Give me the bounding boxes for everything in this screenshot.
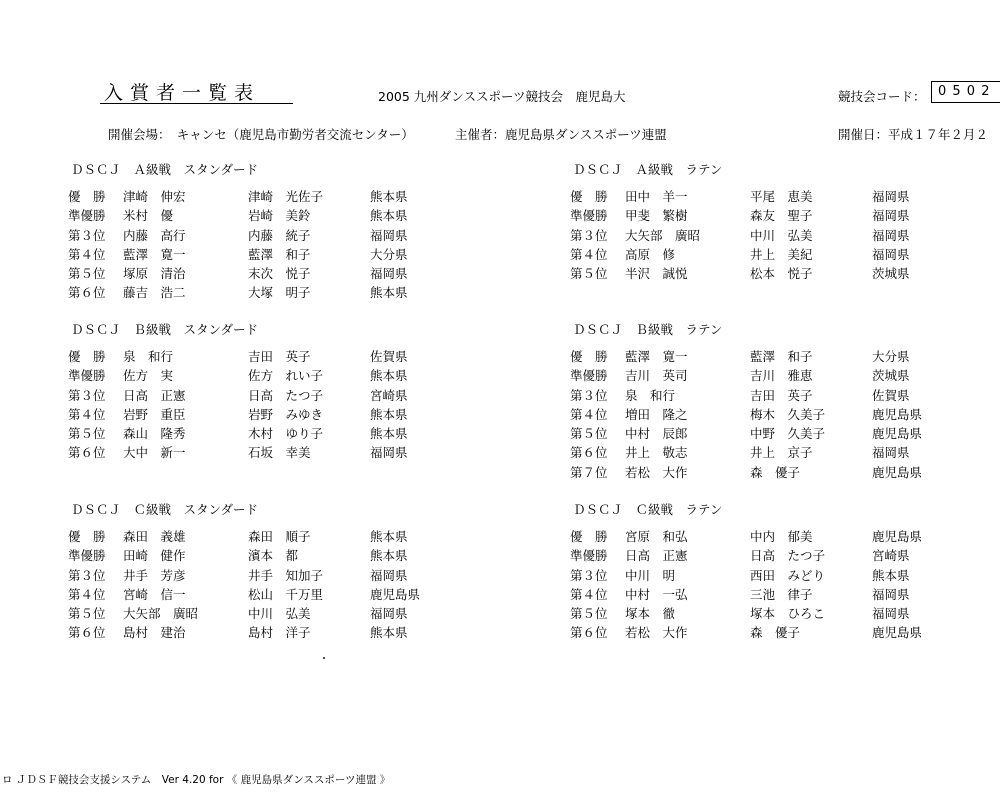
male-dancer: 半沢 誠悦 bbox=[625, 266, 688, 282]
rank-label: 第６位 bbox=[570, 625, 608, 641]
female-dancer: 中川 弘美 bbox=[248, 606, 311, 622]
result-row bbox=[570, 366, 910, 385]
prefecture: 熊本県 bbox=[370, 406, 408, 422]
prefecture: 茨城県 bbox=[872, 368, 910, 384]
rank-label: 第４位 bbox=[68, 406, 106, 422]
venue: 開催会場： キャンセ（鹿児島市勤労者交流センター） bbox=[108, 127, 414, 142]
prefecture: 佐賀県 bbox=[370, 349, 408, 364]
male-dancer: 泉 和行 bbox=[625, 387, 676, 403]
rank-label: 第３位 bbox=[570, 567, 608, 583]
result-row bbox=[570, 386, 910, 405]
rank-label: 第５位 bbox=[68, 426, 106, 442]
rank-label: 準優勝 bbox=[570, 548, 608, 564]
rank-label: 優 勝 bbox=[570, 349, 608, 364]
prefecture: 鹿児島県 bbox=[872, 464, 923, 480]
rank-label: 準優勝 bbox=[68, 548, 106, 564]
female-dancer: 塚本 ひろこ bbox=[750, 606, 826, 622]
result-row bbox=[68, 366, 408, 385]
male-dancer: 増田 隆之 bbox=[625, 406, 688, 422]
male-dancer: 泉 和行 bbox=[123, 349, 174, 364]
male-dancer: 中村 一弘 bbox=[625, 586, 688, 602]
female-dancer: 松山 千万里 bbox=[248, 586, 324, 602]
rank-label: 第５位 bbox=[570, 266, 608, 282]
section-title: ＤＳＣＪ Ｃ級戦 スタンダード bbox=[71, 502, 259, 517]
male-dancer: 中村 辰郎 bbox=[625, 426, 688, 442]
rank-label: 第５位 bbox=[570, 426, 608, 442]
male-dancer: 高原 修 bbox=[625, 246, 676, 262]
prefecture: 熊本県 bbox=[370, 529, 408, 544]
rank-label: 優 勝 bbox=[570, 189, 608, 204]
male-dancer: 森田 義雄 bbox=[123, 529, 186, 544]
result-row bbox=[570, 264, 910, 283]
result-row bbox=[68, 206, 408, 225]
male-dancer: 内藤 高行 bbox=[123, 227, 186, 243]
result-row bbox=[68, 226, 408, 245]
prefecture: 鹿児島県 bbox=[370, 586, 421, 602]
rank-label: 第３位 bbox=[68, 387, 106, 403]
male-dancer: 藤吉 浩二 bbox=[123, 285, 186, 301]
result-row bbox=[570, 604, 910, 623]
rank-label: 第３位 bbox=[570, 387, 608, 403]
page-title: 入賞者一覧表 bbox=[104, 82, 261, 104]
prefecture: 熊本県 bbox=[370, 426, 408, 442]
female-dancer: 梅木 久美子 bbox=[750, 406, 826, 422]
male-dancer: 日高 正憲 bbox=[625, 548, 688, 564]
footer-system-info: ロ ＪＤＳＦ競技会支援システム Ver 4.20 for 《 鹿児島県ダンススポーツ連盟 》 bbox=[2, 774, 391, 786]
male-dancer: 塚本 徹 bbox=[625, 606, 676, 622]
prefecture: 熊本県 bbox=[370, 285, 408, 301]
section-title: ＤＳＣＪ Ａ級戦 スタンダード bbox=[71, 162, 259, 177]
prefecture: 熊本県 bbox=[872, 567, 910, 583]
female-dancer: 津崎 光佐子 bbox=[248, 189, 324, 204]
prefecture: 福岡県 bbox=[872, 227, 910, 243]
prefecture: 鹿児島県 bbox=[872, 625, 923, 641]
female-dancer: 吉川 雅恵 bbox=[750, 368, 813, 384]
result-row bbox=[68, 245, 408, 264]
female-dancer: 日高 たつ子 bbox=[248, 387, 324, 403]
section-a-standard bbox=[68, 160, 408, 303]
prefecture: 鹿児島県 bbox=[872, 406, 923, 422]
male-dancer: 大矢部 廣昭 bbox=[625, 227, 701, 243]
rank-label: 第３位 bbox=[68, 227, 106, 243]
male-dancer: 田崎 健作 bbox=[123, 548, 186, 564]
prefecture: 福岡県 bbox=[872, 606, 910, 622]
prefecture: 福岡県 bbox=[872, 208, 910, 224]
event-date: 開催日：平成１７年２月２ bbox=[838, 127, 989, 142]
male-dancer: 藍澤 寛一 bbox=[123, 246, 186, 262]
rank-label: 優 勝 bbox=[68, 349, 106, 364]
section-b-standard bbox=[68, 320, 408, 463]
female-dancer: 吉田 英子 bbox=[248, 349, 311, 364]
result-row bbox=[68, 405, 408, 424]
prefecture: 宮崎県 bbox=[872, 548, 910, 564]
rank-label: 第５位 bbox=[68, 266, 106, 282]
title-underline bbox=[100, 103, 293, 104]
rank-label: 準優勝 bbox=[570, 208, 608, 224]
male-dancer: 森山 隆秀 bbox=[123, 426, 186, 442]
result-row bbox=[570, 585, 910, 604]
prefecture: 熊本県 bbox=[370, 548, 408, 564]
prefecture: 大分県 bbox=[370, 246, 408, 262]
section-title: ＤＳＣＪ Ｃ級戦 ラテン bbox=[573, 502, 723, 517]
female-dancer: 木村 ゆり子 bbox=[248, 426, 324, 442]
female-dancer: 石坂 幸美 bbox=[248, 445, 311, 461]
result-row bbox=[570, 347, 910, 366]
prefecture: 福岡県 bbox=[370, 445, 408, 461]
rank-label: 第６位 bbox=[68, 445, 106, 461]
prefecture: 福岡県 bbox=[370, 606, 408, 622]
rank-label: 第３位 bbox=[68, 567, 106, 583]
rank-label: 第５位 bbox=[570, 606, 608, 622]
prefecture: 福岡県 bbox=[872, 586, 910, 602]
female-dancer: 藍澤 和子 bbox=[750, 349, 813, 364]
rank-label: 優 勝 bbox=[68, 189, 106, 204]
prefecture: 大分県 bbox=[872, 349, 910, 364]
female-dancer: 松本 悦子 bbox=[750, 266, 813, 282]
male-dancer: 若松 大作 bbox=[625, 625, 688, 641]
prefecture: 佐賀県 bbox=[872, 387, 910, 403]
result-row bbox=[570, 245, 910, 264]
result-row bbox=[68, 527, 408, 546]
male-dancer: 島村 建治 bbox=[123, 625, 186, 641]
code-label: 競技会コード： bbox=[838, 89, 926, 104]
rank-label: 第６位 bbox=[68, 625, 106, 641]
male-dancer: 藍澤 寛一 bbox=[625, 349, 688, 364]
rank-label: 準優勝 bbox=[68, 208, 106, 224]
female-dancer: 岩野 みゆき bbox=[248, 406, 324, 422]
prefecture: 宮崎県 bbox=[370, 387, 408, 403]
result-row bbox=[570, 206, 910, 225]
female-dancer: 森 優子 bbox=[750, 625, 801, 641]
result-row bbox=[68, 585, 421, 604]
result-row bbox=[570, 527, 923, 546]
rank-label: 第７位 bbox=[570, 464, 608, 480]
rank-label: 第４位 bbox=[570, 586, 608, 602]
prefecture: 熊本県 bbox=[370, 625, 408, 641]
female-dancer: 大塚 明子 bbox=[248, 285, 311, 301]
rank-label: 準優勝 bbox=[68, 368, 106, 384]
female-dancer: 濱本 都 bbox=[248, 548, 299, 564]
result-row bbox=[570, 226, 910, 245]
code-value-box: 0 5 0 2 bbox=[931, 81, 1000, 103]
result-row bbox=[68, 187, 408, 206]
female-dancer: 内藤 統子 bbox=[248, 227, 311, 243]
male-dancer: 津崎 伸宏 bbox=[123, 189, 186, 204]
female-dancer: 中野 久美子 bbox=[750, 426, 826, 442]
result-row bbox=[68, 424, 408, 443]
male-dancer: 日高 正憲 bbox=[123, 387, 186, 403]
female-dancer: 末次 悦子 bbox=[248, 266, 311, 282]
section-title: ＤＳＣＪ Ａ級戦 ラテン bbox=[573, 162, 723, 177]
rank-label: 第４位 bbox=[570, 406, 608, 422]
prefecture: 熊本県 bbox=[370, 189, 408, 204]
male-dancer: 宮崎 信一 bbox=[123, 586, 186, 602]
female-dancer: 佐方 れい子 bbox=[248, 368, 324, 384]
result-row bbox=[570, 623, 923, 642]
prefecture: 福岡県 bbox=[872, 246, 910, 262]
male-dancer: 井手 芳彦 bbox=[123, 567, 186, 583]
section-c-latin bbox=[570, 500, 923, 643]
section-a-latin bbox=[570, 160, 910, 283]
male-dancer: 田中 羊一 bbox=[625, 189, 688, 204]
organizer: 主催者：鹿児島県ダンススポーツ連盟 bbox=[455, 127, 667, 142]
prefecture: 熊本県 bbox=[370, 208, 408, 224]
prefecture: 福岡県 bbox=[370, 567, 408, 583]
female-dancer: 井上 京子 bbox=[750, 445, 813, 461]
rank-label: 第６位 bbox=[68, 285, 106, 301]
prefecture: 福岡県 bbox=[872, 189, 910, 204]
result-row bbox=[570, 187, 910, 206]
rank-label: 優 勝 bbox=[68, 529, 106, 544]
female-dancer: 中内 郁美 bbox=[750, 529, 813, 544]
prefecture: 鹿児島県 bbox=[872, 529, 923, 544]
male-dancer: 大中 新一 bbox=[123, 445, 186, 461]
event-name: 2005 九州ダンススポーツ競技会 鹿児島大 bbox=[378, 89, 626, 104]
result-row bbox=[68, 443, 408, 462]
female-dancer: 三池 律子 bbox=[750, 586, 813, 602]
rank-label: 第６位 bbox=[570, 445, 608, 461]
rank-label: 第５位 bbox=[68, 606, 106, 622]
rank-label: 優 勝 bbox=[570, 529, 608, 544]
result-row bbox=[68, 566, 408, 585]
male-dancer: 吉川 英司 bbox=[625, 368, 688, 384]
result-row bbox=[570, 443, 910, 462]
section-title: ＤＳＣＪ Ｂ級戦 ラテン bbox=[573, 322, 723, 337]
prefecture: 福岡県 bbox=[872, 445, 910, 461]
female-dancer: 森田 順子 bbox=[248, 529, 311, 544]
female-dancer: 日高 たつ子 bbox=[750, 548, 826, 564]
female-dancer: 西田 みどり bbox=[750, 567, 826, 583]
female-dancer: 森友 聖子 bbox=[750, 208, 813, 224]
male-dancer: 甲斐 繁樹 bbox=[625, 208, 688, 224]
result-row bbox=[68, 623, 408, 642]
male-dancer: 佐方 実 bbox=[123, 368, 174, 384]
male-dancer: 宮原 和弘 bbox=[625, 529, 688, 544]
female-dancer: 島村 洋子 bbox=[248, 625, 311, 641]
result-row bbox=[68, 283, 408, 302]
rank-label: 第４位 bbox=[68, 586, 106, 602]
rank-label: 第４位 bbox=[68, 246, 106, 262]
prefecture: 鹿児島県 bbox=[872, 426, 923, 442]
female-dancer: 藍澤 和子 bbox=[248, 246, 311, 262]
female-dancer: 井上 美紀 bbox=[750, 246, 813, 262]
female-dancer: 森 優子 bbox=[750, 464, 801, 480]
male-dancer: 岩野 重臣 bbox=[123, 406, 186, 422]
male-dancer: 若松 大作 bbox=[625, 464, 688, 480]
female-dancer: 平尾 恵美 bbox=[750, 189, 813, 204]
prefecture: 福岡県 bbox=[370, 227, 408, 243]
female-dancer: 岩崎 美鈴 bbox=[248, 208, 311, 224]
stray-dot bbox=[323, 657, 325, 659]
section-title: ＤＳＣＪ Ｂ級戦 スタンダード bbox=[71, 322, 259, 337]
female-dancer: 吉田 英子 bbox=[750, 387, 813, 403]
male-dancer: 塚原 清治 bbox=[123, 266, 186, 282]
male-dancer: 大矢部 廣昭 bbox=[123, 606, 199, 622]
prefecture: 福岡県 bbox=[370, 266, 408, 282]
male-dancer: 米村 優 bbox=[123, 208, 174, 224]
result-row bbox=[570, 546, 910, 565]
rank-label: 第３位 bbox=[570, 227, 608, 243]
result-row bbox=[68, 604, 408, 623]
female-dancer: 中川 弘美 bbox=[750, 227, 813, 243]
prefecture: 熊本県 bbox=[370, 368, 408, 384]
rank-label: 準優勝 bbox=[570, 368, 608, 384]
result-row bbox=[570, 566, 910, 585]
result-row bbox=[68, 546, 408, 565]
male-dancer: 中川 明 bbox=[625, 567, 676, 583]
male-dancer: 井上 敬志 bbox=[625, 445, 688, 461]
result-row bbox=[68, 386, 408, 405]
result-row bbox=[570, 424, 923, 443]
result-row bbox=[68, 347, 408, 366]
rank-label: 第４位 bbox=[570, 246, 608, 262]
section-b-latin bbox=[570, 320, 923, 482]
result-row bbox=[68, 264, 408, 283]
section-c-standard bbox=[68, 500, 421, 643]
result-row bbox=[570, 463, 923, 482]
female-dancer: 井手 知加子 bbox=[248, 567, 324, 583]
result-row bbox=[570, 405, 923, 424]
prefecture: 茨城県 bbox=[872, 266, 910, 282]
